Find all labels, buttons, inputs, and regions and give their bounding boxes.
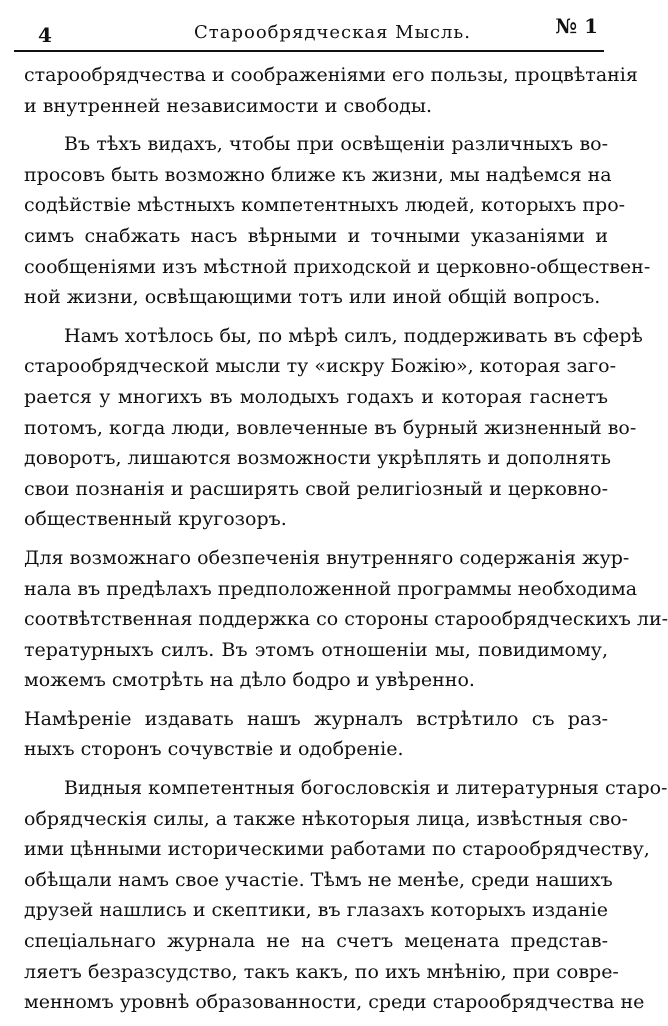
text-line: менномъ уровнѣ образованности, среди старообрядчества не	[24, 991, 645, 1014]
text-line: Намѣреніе издавать нашъ журналъ встрѣтило съ раз-	[24, 707, 608, 730]
text-line: общественный кругозоръ.	[24, 508, 287, 531]
text-line: ляетъ безразсудство, такъ какъ, по ихъ мнѣнію, при совре-	[24, 960, 619, 983]
text-line: обрядческія силы, а также нѣкоторыя лица, извѣстныя сво-	[24, 807, 628, 830]
text-line: рается у многихъ въ молодыхъ годахъ и которая гаснетъ	[24, 385, 608, 408]
header-rule	[14, 50, 604, 52]
text-line: потомъ, когда люди, вовлеченные въ бурный жизненный во-	[24, 416, 637, 439]
body-text	[24, 60, 668, 1026]
issue-number: № 1	[555, 14, 598, 38]
text-line: доворотъ, лишаются возможности укрѣплять и дополнять	[24, 447, 611, 470]
text-line: ныхъ сторонъ сочувствіе и одобреніе.	[24, 738, 404, 761]
text-line: ной жизни, освѣщающими тотъ или иной общій вопросъ.	[24, 286, 601, 309]
text-line: друзей нашлись и скептики, въ глазахъ которыхъ изданіе	[24, 899, 608, 922]
page-number: 4	[38, 23, 52, 47]
paragraph	[24, 60, 638, 121]
text-line: можемъ смотрѣть на дѣло бодро и увѣренно.	[24, 669, 475, 692]
paragraph	[24, 704, 608, 765]
text-line: и внутренней независимости и свободы.	[24, 94, 432, 117]
page-header	[14, 14, 604, 48]
text-line: соотвѣтственная поддержка со стороны старообрядческихъ ли-	[24, 608, 668, 631]
text-line: нала въ предѣлахъ предположенной программы необходима	[24, 577, 638, 600]
text-line: Видныя компетентныя богословскія и литературныя старо-	[64, 777, 668, 800]
text-line: сообщеніями изъ мѣстной приходской и церковно-обществен-	[24, 255, 651, 278]
paragraph	[24, 129, 651, 313]
running-title: Старообрядческая Мысль.	[194, 22, 471, 43]
paragraph	[24, 543, 668, 696]
text-line: Для возможнаго обезпеченія внутренняго содержанія жур-	[24, 546, 630, 569]
text-line: Намъ хотѣлось бы, по мѣрѣ силъ, поддерживать въ сферѣ	[64, 324, 643, 347]
text-line: старообрядческой мысли ту «искру Божію», которая заго-	[24, 355, 616, 378]
text-line: симъ снабжать насъ вѣрными и точными указаніями и	[24, 224, 608, 247]
paragraph	[24, 321, 643, 535]
text-line: содѣйствіе мѣстныхъ компетентныхъ людей, которыхъ про-	[24, 194, 626, 217]
text-line: тературныхъ силъ. Въ этомъ отношеніи мы, повидимому,	[24, 638, 608, 661]
paragraph	[24, 773, 668, 1018]
text-line: свои познанія и расширять свой религіозный и церковно-	[24, 477, 608, 500]
text-line: старообрядчества и соображеніями его пользы, процвѣтанія	[24, 64, 638, 86]
text-line: просовъ быть возможно ближе къ жизни, мы надѣемся на	[24, 163, 612, 186]
text-line: ими цѣнными историческими работами по старообрядчеству,	[24, 838, 650, 861]
text-line: обѣщали намъ свое участіе. Тѣмъ не менѣе, среди нашихъ	[24, 868, 613, 891]
text-line: Въ тѣхъ видахъ, чтобы при освѣщеніи различныхъ во-	[64, 133, 608, 156]
text-line: спеціальнаго журнала не на счетъ мецената представ-	[24, 930, 608, 953]
